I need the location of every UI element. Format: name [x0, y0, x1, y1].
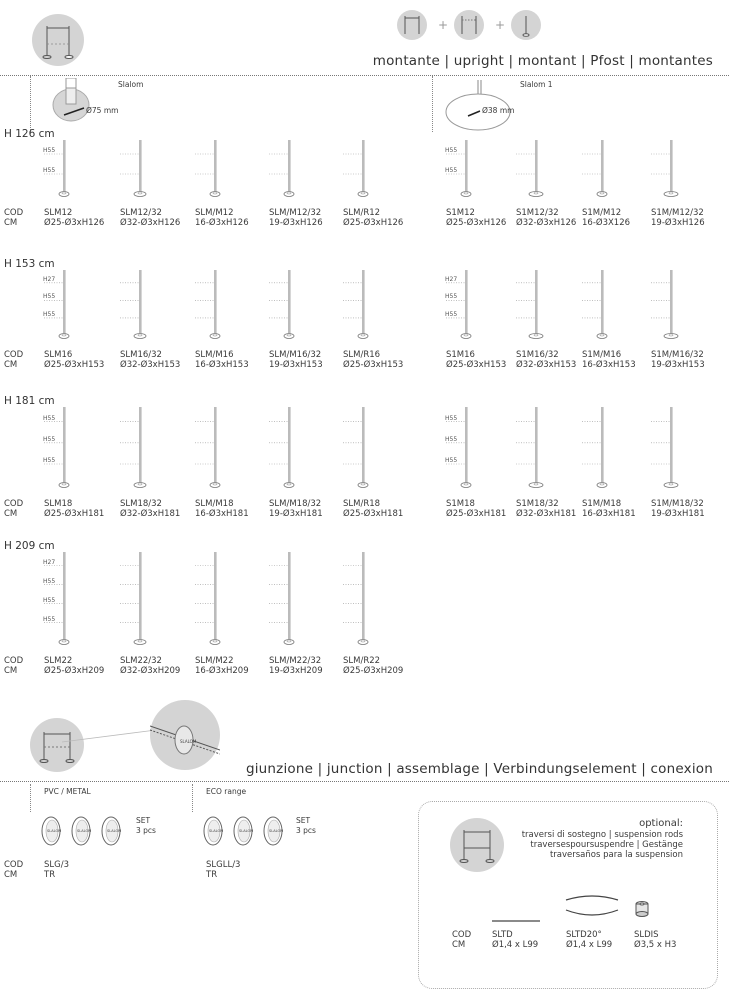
pvc-pcs-label: 3 pcs	[136, 826, 156, 835]
section-height-label: H 126 cm	[4, 128, 55, 140]
height-mark-label: H55	[445, 457, 458, 465]
product-code: SLM12	[44, 208, 73, 218]
product-dimensions: Ø25-Ø3xH153	[343, 360, 404, 370]
height-mark-label: H27	[43, 558, 56, 566]
product-dimensions: Ø32-Ø3xH153	[516, 360, 577, 370]
junction-divider	[0, 781, 729, 782]
eco-column-divider	[192, 784, 193, 812]
product-dimensions: Ø25-Ø3xH126	[343, 218, 404, 228]
upright-item	[582, 138, 662, 200]
junction-zoom-detail	[150, 700, 220, 770]
slalom-base-detail	[48, 78, 168, 132]
upright-frame-icon	[32, 14, 84, 66]
section-cm-label: CM	[4, 509, 18, 519]
product-code: SLM18	[44, 499, 73, 509]
sltd-dim: Ø1,4 x L99	[492, 940, 539, 950]
upright-item	[269, 405, 349, 491]
optional-thumbnail	[450, 818, 504, 872]
upright-item	[269, 138, 349, 200]
upright-pole-drawing	[651, 268, 721, 342]
upright-pole-drawing	[195, 138, 265, 200]
upright-item	[651, 405, 729, 491]
product-dimensions: Ø25-Ø3xH181	[446, 509, 507, 519]
section-height-label: H 209 cm	[4, 540, 55, 552]
product-code: S1M18/32	[516, 499, 559, 509]
upright-pole-drawing	[651, 138, 721, 200]
product-code: SLM18/32	[120, 499, 162, 509]
height-mark-label: H27	[445, 275, 458, 283]
pvc-column-divider	[30, 784, 31, 812]
upright-item	[120, 138, 200, 200]
product-dimensions: 16-Ø3xH153	[195, 360, 249, 370]
upright-pole-drawing	[516, 138, 586, 200]
upright-pole-drawing	[582, 268, 652, 342]
product-code: SLM/M12	[195, 208, 234, 218]
section-height-label: H 153 cm	[4, 258, 55, 270]
product-code: S1M16	[446, 350, 475, 360]
svg-text:SLALOM: SLALOM	[239, 829, 254, 833]
optional-cod-label: COD	[452, 930, 472, 940]
slalom-column-divider	[30, 76, 31, 132]
upright-item	[44, 405, 124, 491]
height-mark-label: H55	[43, 457, 56, 465]
upright-pole-drawing	[343, 268, 413, 342]
junction-disc-icon	[264, 817, 283, 845]
eco-set-label: SET	[296, 816, 311, 825]
upright-pole-drawing	[343, 405, 413, 491]
product-code: SLM/M22	[195, 656, 234, 666]
product-code: SLM22/32	[120, 656, 162, 666]
optional-line-1: traversi di sostegno | suspension rods	[521, 830, 683, 840]
upright-item	[343, 138, 423, 200]
upright-pole-drawing	[120, 405, 190, 491]
height-mark-label: H55	[43, 167, 56, 174]
height-mark-label: H55	[43, 310, 56, 318]
upright-pole-drawing	[582, 405, 652, 491]
product-dimensions: Ø32-Ø3xH209	[120, 666, 181, 676]
upright-item	[343, 550, 423, 648]
upright-thumbnail	[32, 14, 84, 66]
slalom1-diameter: Ø38 mm	[482, 106, 515, 115]
product-dimensions: 16-Ø3xH181	[195, 509, 249, 519]
product-dimensions: Ø25-Ø3xH153	[44, 360, 105, 370]
eco-code: SLGLL/3	[206, 860, 241, 870]
eco-dim: TR	[206, 870, 218, 880]
upright-pole-drawing	[516, 405, 586, 491]
svg-text:SLALOM: SLALOM	[209, 829, 224, 833]
height-mark-label: H55	[43, 435, 56, 443]
svg-text:SLALOM: SLALOM	[47, 829, 62, 833]
svg-text:SLALOM: SLALOM	[180, 739, 197, 744]
product-dimensions: Ø25-Ø3xH181	[44, 509, 105, 519]
product-code: SLM/M16	[195, 350, 234, 360]
svg-text:SLALOM: SLALOM	[107, 829, 122, 833]
upright-item	[44, 550, 124, 648]
product-code: SLM/R16	[343, 350, 381, 360]
product-dimensions: 19-Ø3xH209	[269, 666, 323, 676]
optional-line-2: traversespoursuspendre | Gestänge	[530, 840, 683, 850]
svg-text:+: +	[495, 18, 506, 32]
product-code: S1M/M12/32	[651, 208, 704, 218]
suspension-frame-icon	[450, 818, 504, 872]
eco-junction-discs	[202, 814, 292, 848]
height-mark-label: H55	[445, 435, 458, 443]
height-mark-label: H55	[445, 167, 458, 174]
product-code: S1M12	[446, 208, 475, 218]
upright-pole-drawing	[269, 550, 339, 648]
product-dimensions: Ø25-Ø3xH126	[446, 218, 507, 228]
upright-item	[120, 405, 200, 491]
upright-item	[195, 138, 275, 200]
product-code: S1M16/32	[516, 350, 559, 360]
upright-pole-drawing	[120, 138, 190, 200]
sltd20-code: SLTD20°	[566, 930, 602, 940]
product-code: SLM/R12	[343, 208, 381, 218]
height-mark-label: H55	[445, 147, 458, 154]
upright-item	[651, 268, 729, 342]
product-dimensions: 19-Ø3xH181	[269, 509, 323, 519]
upright-item	[446, 268, 526, 342]
sldis-dim: Ø3,5 x H3	[634, 940, 677, 950]
junction-cm-label: CM	[4, 870, 18, 880]
pvc-dim: TR	[44, 870, 56, 880]
upright-item	[120, 550, 200, 648]
height-mark-label: H55	[43, 596, 56, 604]
product-code: S1M/M16	[582, 350, 622, 360]
upright-item	[582, 405, 662, 491]
rod-curved-icon	[564, 894, 620, 924]
product-dimensions: Ø25-Ø3xH209	[44, 666, 105, 676]
svg-text:SLALOM: SLALOM	[269, 829, 284, 833]
upright-item	[446, 405, 526, 491]
upright-pole-drawing	[343, 138, 413, 200]
product-code: S1M18	[446, 499, 475, 509]
upright-title: montante | upright | montant | Pfost | montantes	[372, 53, 713, 69]
svg-text:SLALOM: SLALOM	[77, 829, 92, 833]
product-dimensions: 19-Ø3xH153	[269, 360, 323, 370]
product-code: S1M/M16/32	[651, 350, 704, 360]
junction-disc-icon	[234, 817, 253, 845]
section-cod-label: COD	[4, 350, 24, 360]
section-cm-label: CM	[4, 218, 18, 228]
junction-disc-icon	[42, 817, 61, 845]
upright-pole-drawing	[269, 138, 339, 200]
upright-combo-icons	[396, 8, 544, 42]
product-dimensions: Ø32-Ø3xH126	[516, 218, 577, 228]
upright-pole-drawing	[195, 550, 265, 648]
eco-pcs-label: 3 pcs	[296, 826, 316, 835]
upright-item	[44, 138, 124, 200]
junction-disc-icon	[72, 817, 91, 845]
slalom1-column-divider	[432, 76, 433, 132]
sldis-code: SLDIS	[634, 930, 659, 940]
product-code: S1M/M18/32	[651, 499, 704, 509]
height-mark-label: H55	[445, 310, 458, 318]
rod-straight-icon	[492, 910, 542, 920]
product-dimensions: Ø25-Ø3xH181	[343, 509, 404, 519]
section-cm-label: CM	[4, 360, 18, 370]
product-dimensions: 16-Ø3xH181	[582, 509, 636, 519]
upright-pole-drawing	[195, 268, 265, 342]
pvc-code: SLG/3	[44, 860, 69, 870]
height-mark-label: H55	[43, 147, 56, 154]
upright-item	[120, 268, 200, 342]
optional-title: optional:	[639, 818, 683, 829]
upright-item	[195, 405, 275, 491]
sltd20-dim: Ø1,4 x L99	[566, 940, 613, 950]
sltd-code: SLTD	[492, 930, 513, 940]
slalom-diameter: Ø75 mm	[86, 106, 119, 115]
height-mark-label: H55	[445, 293, 458, 301]
optional-text	[522, 818, 683, 860]
section-height-label: H 181 cm	[4, 395, 55, 407]
junction-cod-label: COD	[4, 860, 24, 870]
height-mark-label: H55	[43, 414, 56, 422]
product-code: SLM/R18	[343, 499, 381, 509]
section-cod-label: COD	[4, 499, 24, 509]
svg-text:+: +	[438, 18, 449, 32]
product-dimensions: Ø25-Ø3xH153	[446, 360, 507, 370]
upright-item	[195, 268, 275, 342]
upright-item	[44, 268, 124, 342]
product-code: S1M/M12	[582, 208, 622, 218]
height-mark-label: H55	[43, 293, 56, 301]
slalom1-base-detail	[440, 78, 520, 132]
product-code: SLM16/32	[120, 350, 162, 360]
height-mark-label: H55	[43, 615, 56, 623]
upright-item	[343, 405, 423, 491]
upright-pole-drawing	[516, 268, 586, 342]
upright-pole-drawing	[582, 138, 652, 200]
product-code: SLM/M16/32	[269, 350, 322, 360]
product-dimensions: 16-Ø3xH209	[195, 666, 249, 676]
optional-cm-label: CM	[452, 940, 466, 950]
product-dimensions: 19-Ø3xH126	[269, 218, 323, 228]
upright-item	[446, 138, 526, 200]
upright-item	[195, 550, 275, 648]
pvc-set-label: SET	[136, 816, 151, 825]
upright-item	[582, 268, 662, 342]
section-cm-label: CM	[4, 666, 18, 676]
upright-pole-drawing	[269, 268, 339, 342]
upright-divider	[0, 75, 729, 76]
eco-label: ECO range	[206, 787, 247, 796]
product-code: S1M12/32	[516, 208, 559, 218]
product-dimensions: 16-Ø3xH126	[195, 218, 249, 228]
product-code: SLM/M12/32	[269, 208, 322, 218]
height-mark-label: H27	[43, 275, 56, 283]
slalom1-label: Slalom 1	[520, 80, 553, 89]
junction-disc-icon	[102, 817, 121, 845]
upright-pole-drawing	[651, 405, 721, 491]
product-code: SLM/R22	[343, 656, 381, 666]
upright-item	[269, 550, 349, 648]
product-dimensions: 19-Ø3xH153	[651, 360, 705, 370]
junction-title: giunzione | junction | assemblage | Verbindungselement | conexion	[245, 761, 713, 777]
product-dimensions: Ø32-Ø3xH181	[516, 509, 577, 519]
upright-pole-drawing	[195, 405, 265, 491]
product-dimensions: Ø32-Ø3xH153	[120, 360, 181, 370]
spacer-icon	[634, 900, 650, 920]
product-dimensions: 16-Ø3X126	[582, 218, 631, 228]
upright-item	[651, 138, 729, 200]
upright-pole-drawing	[269, 405, 339, 491]
upright-item	[343, 268, 423, 342]
product-code: SLM22	[44, 656, 73, 666]
product-code: S1M/M18	[582, 499, 622, 509]
product-code: SLM/M18	[195, 499, 234, 509]
product-dimensions: Ø32-Ø3xH126	[120, 218, 181, 228]
upright-pole-drawing	[120, 550, 190, 648]
product-code: SLM12/32	[120, 208, 162, 218]
product-dimensions: 19-Ø3xH126	[651, 218, 705, 228]
upright-pole-drawing	[120, 268, 190, 342]
upright-pole-drawing	[343, 550, 413, 648]
product-code: SLM/M22/32	[269, 656, 322, 666]
product-dimensions: 16-Ø3xH153	[582, 360, 636, 370]
slalom-label: Slalom	[118, 80, 144, 89]
product-dimensions: 19-Ø3xH181	[651, 509, 705, 519]
section-cod-label: COD	[4, 208, 24, 218]
product-dimensions: Ø32-Ø3xH181	[120, 509, 181, 519]
height-mark-label: H55	[43, 577, 56, 585]
product-dimensions: Ø25-Ø3xH126	[44, 218, 105, 228]
junction-disc-icon	[204, 817, 223, 845]
upright-item	[269, 268, 349, 342]
pvc-junction-discs	[40, 814, 130, 848]
product-dimensions: Ø25-Ø3xH209	[343, 666, 404, 676]
product-code: SLM16	[44, 350, 73, 360]
height-mark-label: H55	[445, 414, 458, 422]
product-code: SLM/M18/32	[269, 499, 322, 509]
section-cod-label: COD	[4, 656, 24, 666]
pvc-label: PVC / METAL	[44, 787, 91, 796]
optional-line-3: traversaños para la suspension	[549, 850, 683, 860]
